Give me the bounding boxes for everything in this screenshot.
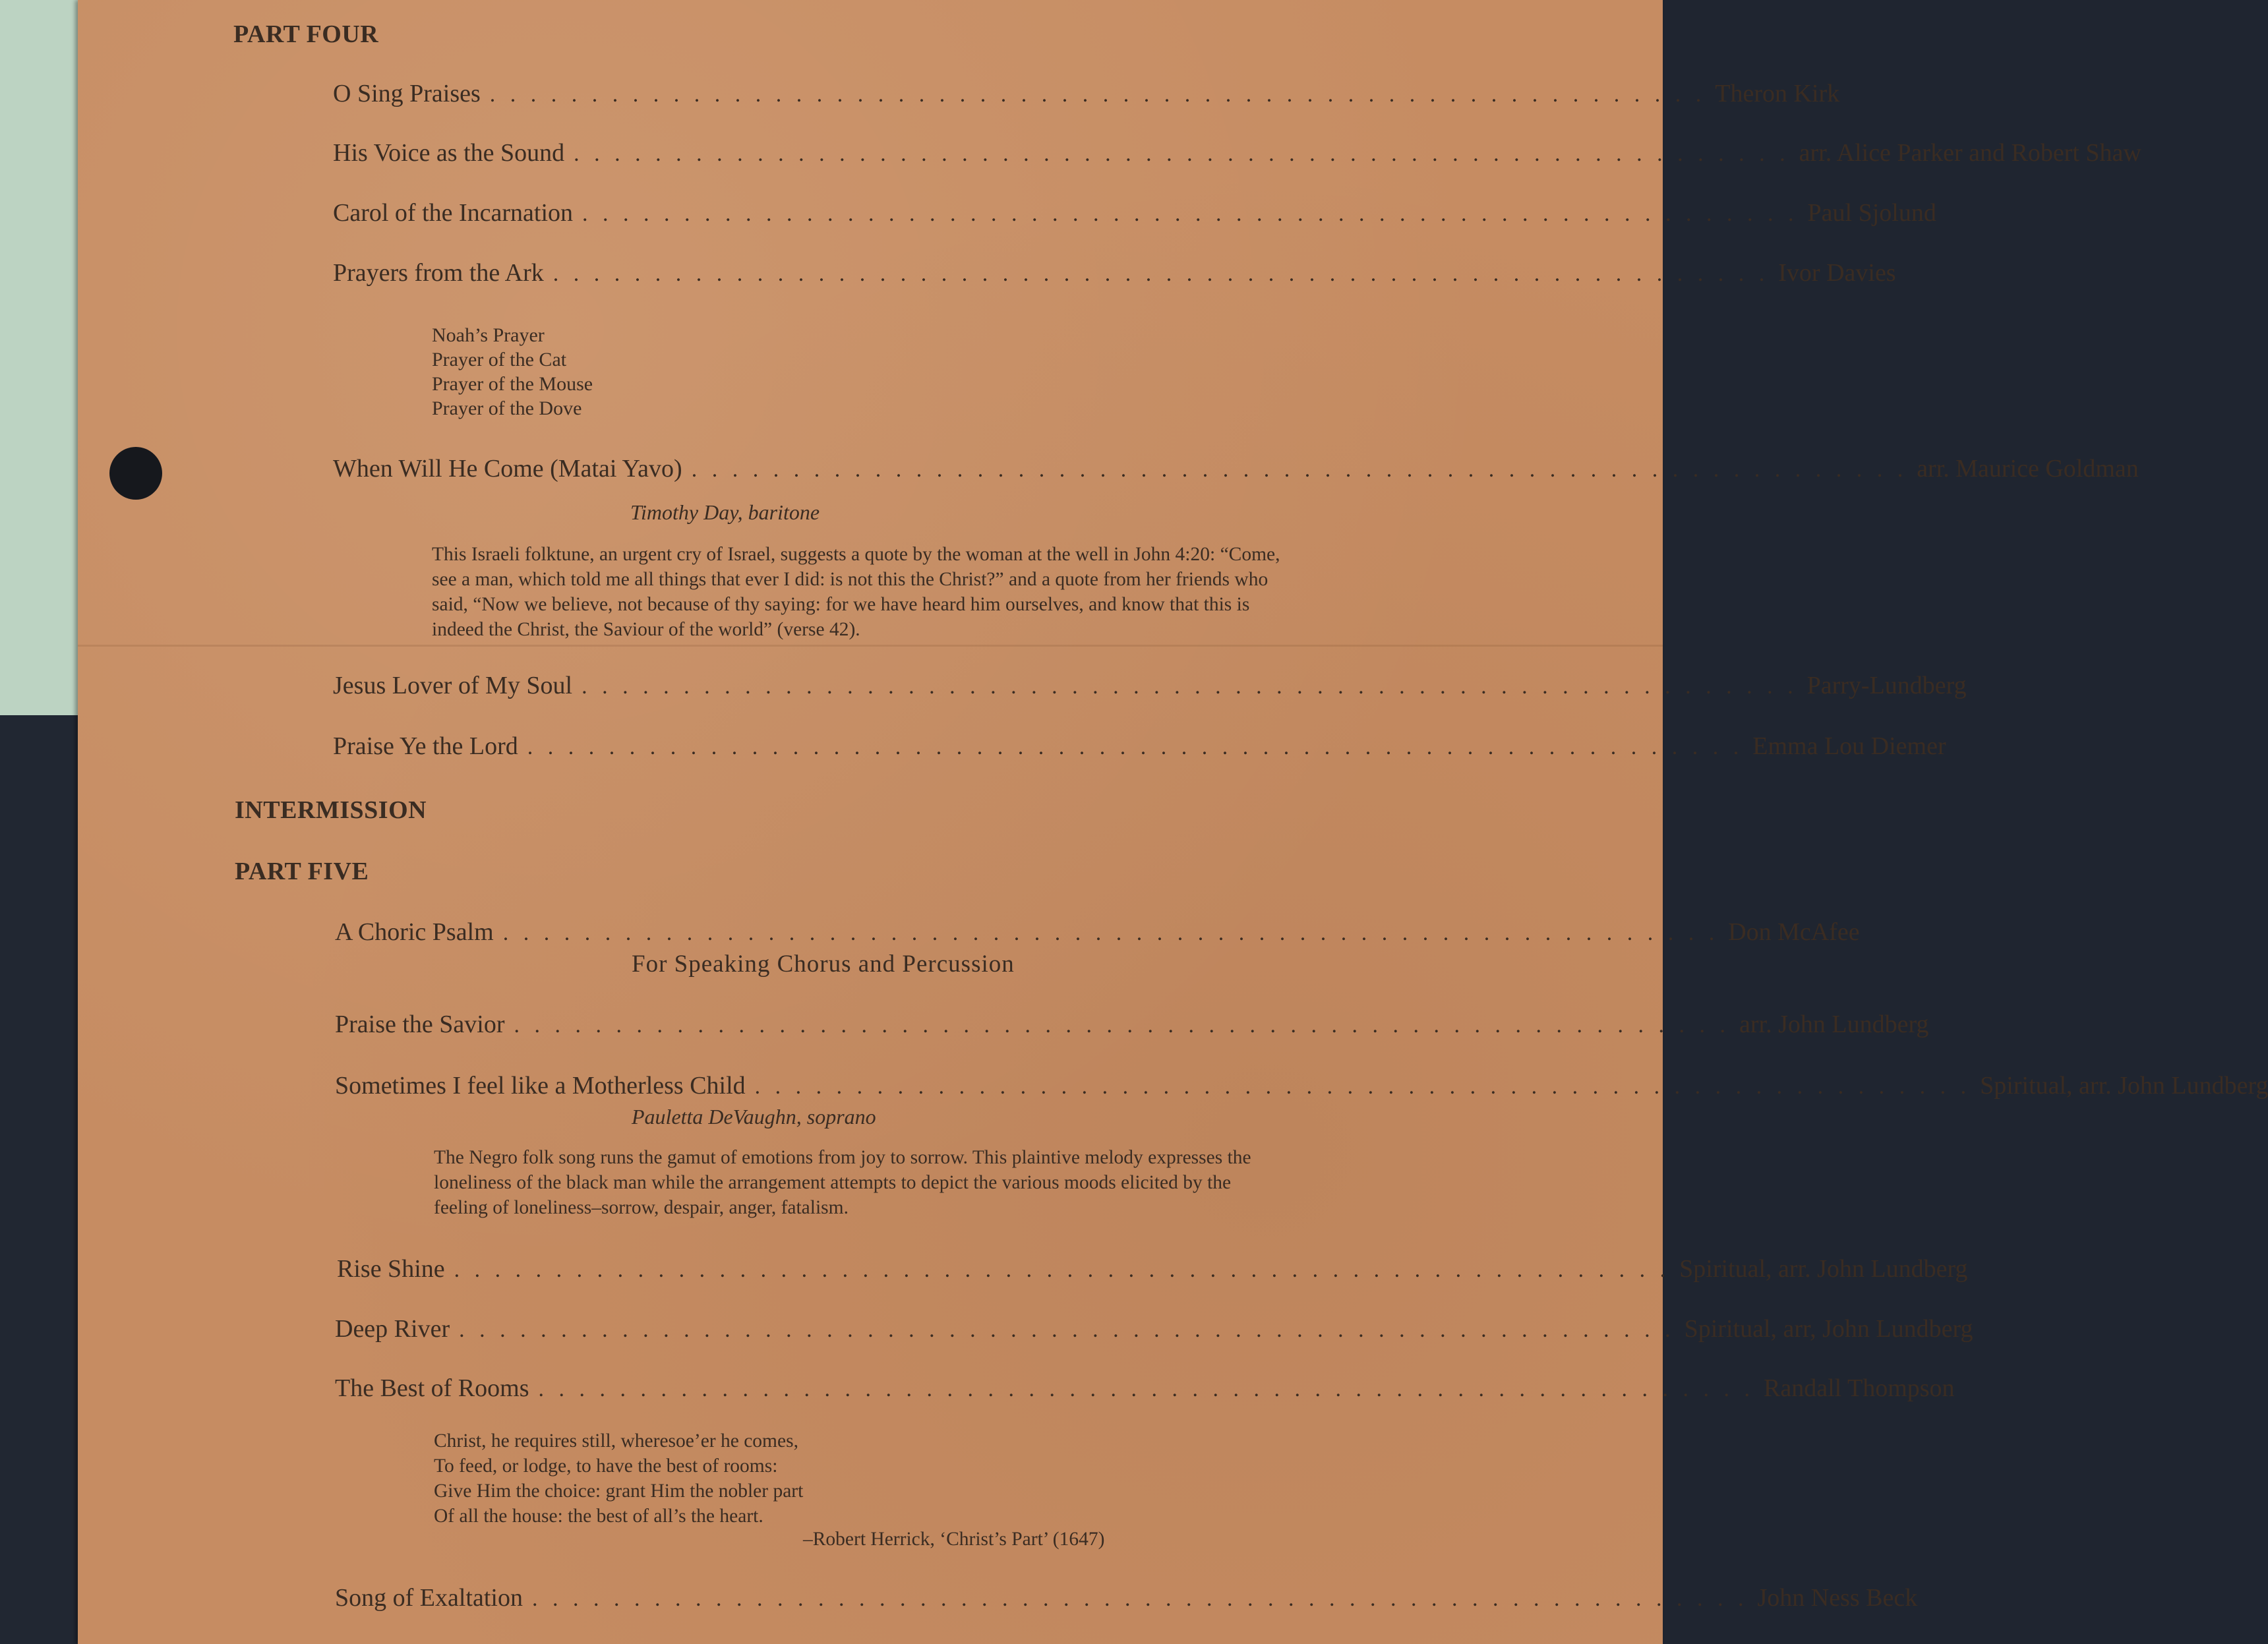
program-item <box>333 454 2139 483</box>
item-title: Praise Ye the Lord <box>333 732 518 760</box>
program-item <box>335 1071 2268 1100</box>
soloist-credit: Pauletta DeVaughn, soprano <box>632 1105 876 1129</box>
program-item <box>333 671 1967 700</box>
prayer-item: Noah’s Prayer <box>432 324 545 346</box>
program-note <box>432 542 1280 642</box>
prayer-item: Prayer of the Mouse <box>432 373 593 395</box>
item-title: Deep River <box>335 1315 450 1343</box>
item-composer: Don McAfee <box>1728 918 1860 946</box>
program-item <box>333 732 1946 761</box>
item-composer: Ivor Davies <box>1778 259 1896 287</box>
item-title: Song of Exaltation <box>335 1584 523 1612</box>
item-composer: arr. Alice Parker and Robert Shaw <box>1799 139 2141 167</box>
program-item <box>333 79 1840 108</box>
prayer-item: Prayer of the Cat <box>432 349 567 370</box>
part-four-heading: PART FOUR <box>233 20 379 48</box>
poem-line: Of all the house: the best of all’s the heart. <box>434 1506 763 1527</box>
program-item <box>333 138 2141 167</box>
choric-subtitle: For Speaking Chorus and Percussion <box>632 951 1015 978</box>
item-composer: Spiritual, arr. John Lundberg <box>1679 1255 1968 1283</box>
program-item <box>337 1254 1968 1283</box>
leader-dots: . . . . . . . . . . . . . . . . . . . . . . . . . . . . . . . . . . . . . . . . . . . . . . . . . . . . . . . . . . . . <box>514 1013 1731 1038</box>
note-line: This Israeli folktune, an urgent cry of Israel, suggests a quote by the woman at the well in John 4:20: “Come, <box>432 544 1280 565</box>
note-line: feeling of loneliness–sorrow, despair, anger, fatalism. <box>434 1197 849 1218</box>
poem-line: To feed, or lodge, to have the best of rooms: <box>434 1455 778 1477</box>
fold-crease <box>78 645 1663 647</box>
part-five-heading: PART FIVE <box>235 858 369 885</box>
poem-line: Christ, he requires still, wheresoe’er he comes, <box>434 1430 798 1452</box>
leader-dots: . . . . . . . . . . . . . . . . . . . . . . . . . . . . . . . . . . . . . . . . . . . . . . . . . . . . . . . . . . . . <box>582 202 1799 226</box>
leader-dots: . . . . . . . . . . . . . . . . . . . . . . . . . . . . . . . . . . . . . . . . . . . . . . . . . . . . . . . . . . . . <box>574 142 1790 166</box>
item-composer: arr. Maurice Goldman <box>1917 455 2139 483</box>
leader-dots: . . . . . . . . . . . . . . . . . . . . . . . . . . . . . . . . . . . . . . . . . . . . . . . . . . . . . . . . . . . . <box>582 674 1798 699</box>
leader-dots: . . . . . . . . . . . . . . . . . . . . . . . . . . . . . . . . . . . . . . . . . . . . . . . . . . . . . . . . . . . . <box>489 82 1706 107</box>
program-item <box>335 1583 1918 1612</box>
leader-dots: . . . . . . . . . . . . . . . . . . . . . . . . . . . . . . . . . . . . . . . . . . . . . . . . . . . . . . . . . . . . <box>531 1587 1748 1611</box>
item-title: O Sing Praises <box>333 80 481 107</box>
note-line: loneliness of the black man while the arrangement attempts to depict the various moods elicited by the <box>434 1172 1232 1193</box>
item-composer: Randall Thompson <box>1763 1374 1955 1402</box>
item-composer: Spiritual, arr, John Lundberg <box>1684 1315 1973 1343</box>
punch-hole <box>109 447 162 500</box>
item-title: A Choric Psalm <box>335 918 494 946</box>
prayer-item: Prayer of the Dove <box>432 397 582 419</box>
leader-dots: . . . . . . . . . . . . . . . . . . . . . . . . . . . . . . . . . . . . . . . . . . . . . . . . . . . . . . . . . . . . <box>538 1377 1754 1401</box>
program-item <box>335 1010 1929 1039</box>
item-composer: John Ness Beck <box>1757 1584 1918 1612</box>
item-title: His Voice as the Sound <box>333 139 565 167</box>
item-title: The Best of Rooms <box>335 1374 529 1402</box>
item-title: When Will He Come (Matai Yavo) <box>333 455 682 483</box>
note-line: The Negro folk song runs the gamut of emotions from joy to sorrow. This plaintive melody expresses the <box>434 1147 1251 1168</box>
program-note <box>434 1145 1251 1220</box>
item-composer: Paul Sjolund <box>1807 199 1936 227</box>
program-page <box>78 0 2268 1644</box>
item-title: Rise Shine <box>337 1255 445 1283</box>
leader-dots: . . . . . . . . . . . . . . . . . . . . . . . . . . . . . . . . . . . . . . . . . . . . . . . . . . . . . . . . . . . . <box>502 921 1719 945</box>
item-composer: arr. John Lundberg <box>1739 1011 1929 1038</box>
program-item <box>333 258 1896 287</box>
leader-dots: . . . . . . . . . . . . . . . . . . . . . . . . . . . . . . . . . . . . . . . . . . . . . . . . . . . . . . . . . . . . <box>552 262 1770 286</box>
item-title: Sometimes I feel like a Motherless Child <box>335 1072 746 1100</box>
leader-dots: . . . . . . . . . . . . . . . . . . . . . . . . . . . . . . . . . . . . . . . . . . . . . . . . . . . . . . . . . . . . <box>454 1258 1671 1282</box>
item-title: Praise the Savior <box>335 1011 505 1038</box>
note-line: said, “Now we believe, not because of thy saying: for we have heard him ourselves, and know that this is <box>432 594 1250 615</box>
soloist-credit: Timothy Day, baritone <box>630 500 820 524</box>
program-item <box>335 1374 1955 1403</box>
item-title: Carol of the Incarnation <box>333 199 574 227</box>
poem-attribution: –Robert Herrick, ‘Christ’s Part’ (1647) <box>803 1529 1105 1550</box>
item-composer: Parry-Lundberg <box>1806 672 1967 699</box>
poem-line: Give Him the choice: grant Him the nobler part <box>434 1481 804 1502</box>
item-composer: Theron Kirk <box>1715 80 1840 107</box>
note-line: indeed the Christ, the Saviour of the world” (verse 42). <box>432 619 860 640</box>
leader-dots: . . . . . . . . . . . . . . . . . . . . . . . . . . . . . . . . . . . . . . . . . . . . . . . . . . . . . . . . . . . . <box>691 457 1908 482</box>
program-item <box>335 918 1860 947</box>
leader-dots: . . . . . . . . . . . . . . . . . . . . . . . . . . . . . . . . . . . . . . . . . . . . . . . . . . . . . . . . . . . . <box>527 735 1744 759</box>
leader-dots: . . . . . . . . . . . . . . . . . . . . . . . . . . . . . . . . . . . . . . . . . . . . . . . . . . . . . . . . . . . . <box>459 1318 1675 1342</box>
item-composer: Emma Lou Diemer <box>1752 732 1946 760</box>
item-title: Jesus Lover of My Soul <box>333 672 573 699</box>
program-item <box>333 198 1936 227</box>
note-line: see a man, which told me all things that ever I did: is not this the Christ?” and a quote from her friends who <box>432 569 1268 590</box>
prayer-list <box>432 323 593 421</box>
intermission-heading: INTERMISSION <box>235 796 427 824</box>
item-composer: Spiritual, arr. John Lundberg <box>1980 1072 2268 1100</box>
leader-dots: . . . . . . . . . . . . . . . . . . . . . . . . . . . . . . . . . . . . . . . . . . . . . . . . . . . . . . . . . . . . <box>754 1074 1971 1099</box>
item-title: Prayers from the Ark <box>333 259 544 287</box>
poem <box>434 1428 803 1529</box>
program-item <box>335 1314 1973 1343</box>
